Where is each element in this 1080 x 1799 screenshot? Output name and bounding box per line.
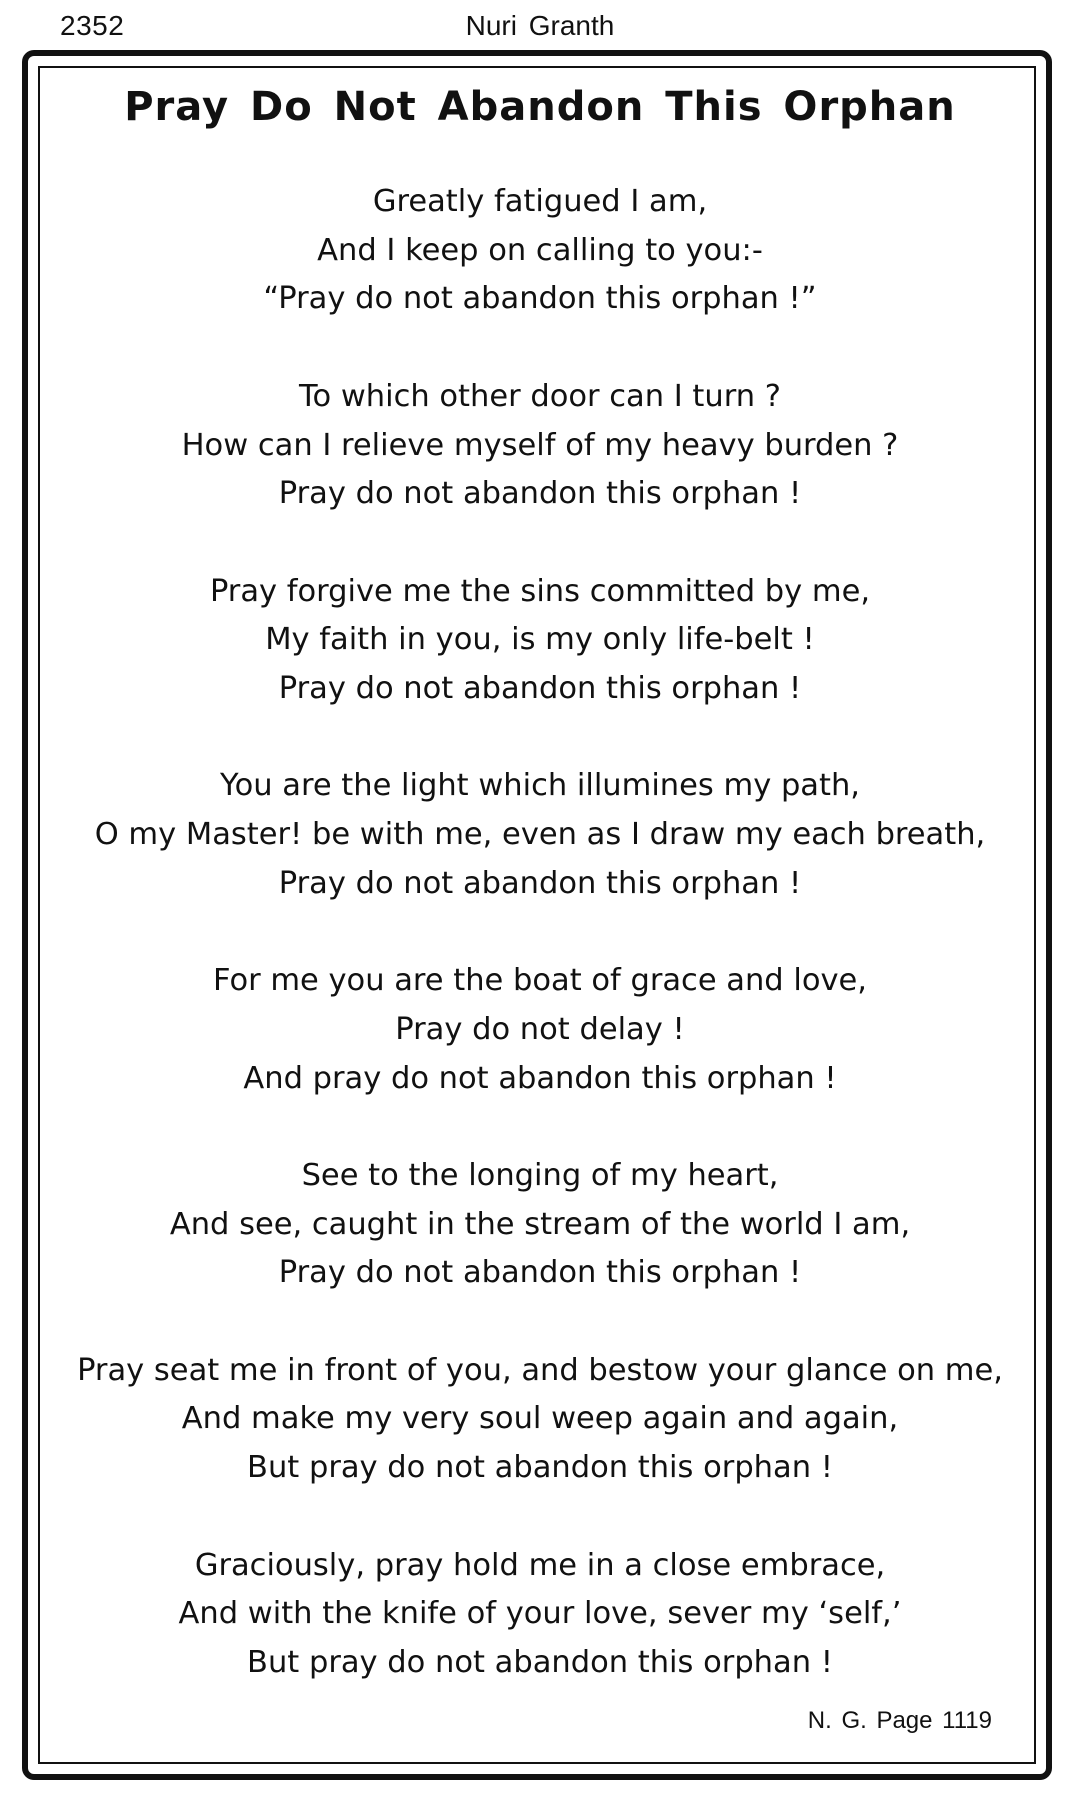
poem-line: Pray do not abandon this orphan ! xyxy=(278,671,802,706)
poem-line: And I keep on calling to you:- xyxy=(317,232,763,268)
poem-line: And make my very soul weep again and again, xyxy=(181,1401,899,1437)
poem-line: “Pray do not abandon this orphan !” xyxy=(263,281,817,317)
poem-line: For me you are the boat of grace and love, xyxy=(212,963,868,999)
poem-body xyxy=(44,178,1036,1736)
poem-line: Pray do not abandon this orphan ! xyxy=(278,865,802,901)
poem-line: You are the light which illumines my path, xyxy=(220,768,860,804)
poem-line: My faith in you, is my only life-belt ! xyxy=(265,622,815,658)
stanza-3 xyxy=(44,568,1036,714)
page-reference: N. G. Page 1119 xyxy=(807,1707,992,1734)
poem-line: Pray do not delay ! xyxy=(395,1011,685,1047)
poem-line: How can I relieve myself of my heavy burden ? xyxy=(181,427,899,463)
poem-line: Pray do not abandon this orphan ! xyxy=(278,476,802,512)
poem-line: And with the knife of your love, sever my ‘self,’ xyxy=(178,1596,902,1632)
poem-line: O my Master! be with me, even as I draw my each breath, xyxy=(94,817,986,853)
stanza-6 xyxy=(44,1152,1036,1298)
poem-line: Pray forgive me the sins committed by me, xyxy=(209,573,871,609)
poem-line: And see, caught in the stream of the world I am, xyxy=(169,1206,911,1242)
poem-line: Pray do not abandon this orphan ! xyxy=(278,1255,802,1291)
stanza-8 xyxy=(44,1542,1036,1688)
stanza-2 xyxy=(44,373,1036,519)
stanza-5 xyxy=(44,957,1036,1103)
running-head: Nuri Granth xyxy=(465,10,615,41)
poem-title: Pray Do Not Abandon This Orphan xyxy=(124,84,956,130)
poem-line: But pray do not abandon this orphan ! xyxy=(247,1644,833,1680)
poem-line: Graciously, pray hold me in a close embrace, xyxy=(194,1547,886,1583)
stanza-4 xyxy=(44,762,1036,908)
page-number: 2352 xyxy=(60,10,125,41)
stanza-7 xyxy=(44,1347,1036,1493)
stanza-1 xyxy=(44,178,1036,324)
poem-line: Pray seat me in front of you, and bestow your glance on me, xyxy=(77,1352,1003,1388)
poem-line: Greatly fatigued I am, xyxy=(372,184,708,219)
poem-line: See to the longing of my heart, xyxy=(301,1157,779,1193)
poem-line: To which other door can I turn ? xyxy=(299,378,781,414)
poem-line: And pray do not abandon this orphan ! xyxy=(243,1060,837,1096)
poem-line: But pray do not abandon this orphan ! xyxy=(247,1450,833,1486)
